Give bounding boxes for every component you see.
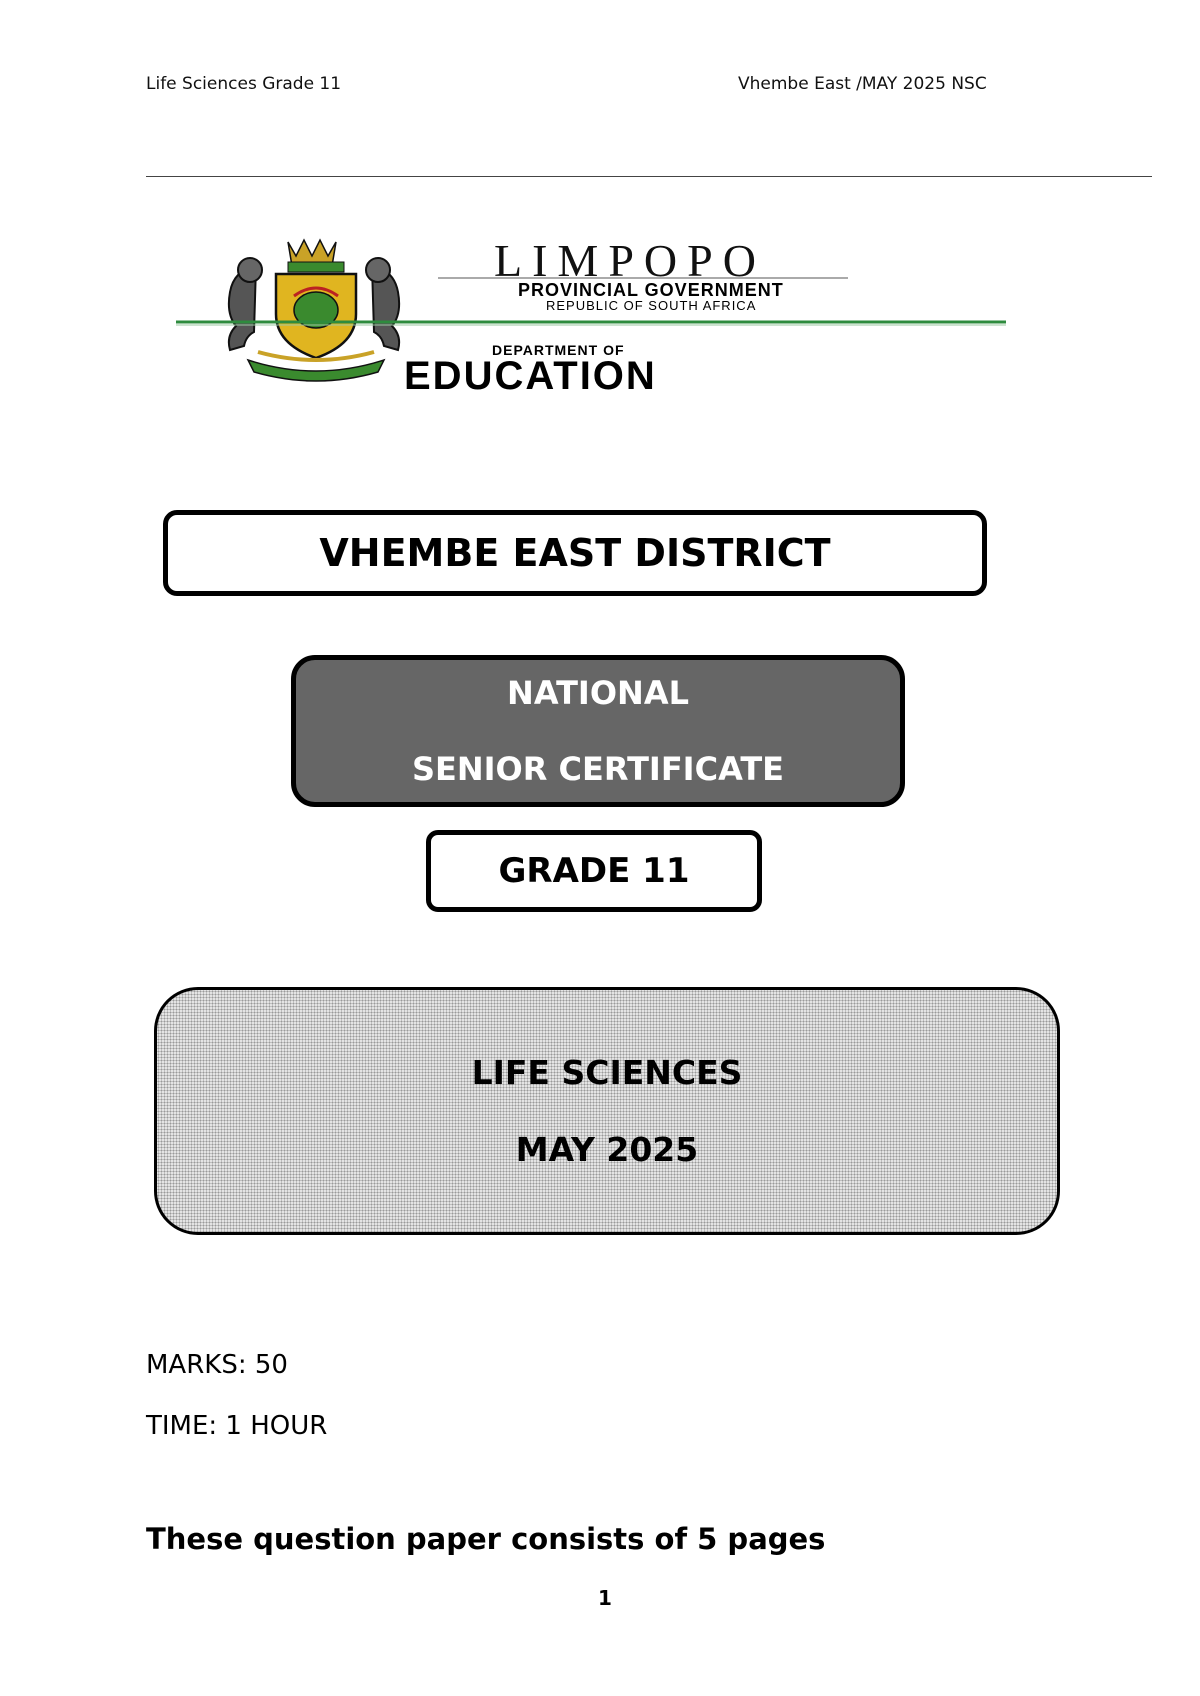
logo-provincial: PROVINCIAL GOVERNMENT: [518, 280, 784, 300]
logo-republic: REPUBLIC OF SOUTH AFRICA: [546, 298, 757, 313]
certificate-line1: NATIONAL: [507, 674, 689, 712]
marks-text: MARKS: 50: [146, 1350, 288, 1380]
logo-department: DEPARTMENT OF: [492, 342, 625, 358]
coat-of-arms-icon: [229, 240, 399, 381]
subject-box: [154, 987, 1060, 1235]
header-rule: [146, 176, 1152, 177]
logo-title: LIMPOPO: [494, 235, 766, 286]
time-text: TIME: 1 HOUR: [146, 1411, 328, 1441]
grade-box: [426, 830, 762, 912]
subject-name: LIFE SCIENCES: [471, 1053, 743, 1092]
certificate-box: [291, 655, 905, 807]
page-number: 1: [598, 1586, 612, 1610]
grade-label: GRADE 11: [498, 851, 690, 891]
logo-education: EDUCATION: [404, 354, 657, 398]
certificate-line2: SENIOR CERTIFICATE: [411, 750, 785, 788]
subject-date: MAY 2025: [515, 1130, 699, 1169]
header-left: Life Sciences Grade 11: [146, 74, 342, 94]
district-box: [163, 510, 987, 596]
pages-note: These question paper consists of 5 pages: [146, 1522, 826, 1556]
header-right: Vhembe East /MAY 2025 NSC: [738, 74, 987, 94]
district-label: VHEMBE EAST DISTRICT: [319, 531, 831, 575]
